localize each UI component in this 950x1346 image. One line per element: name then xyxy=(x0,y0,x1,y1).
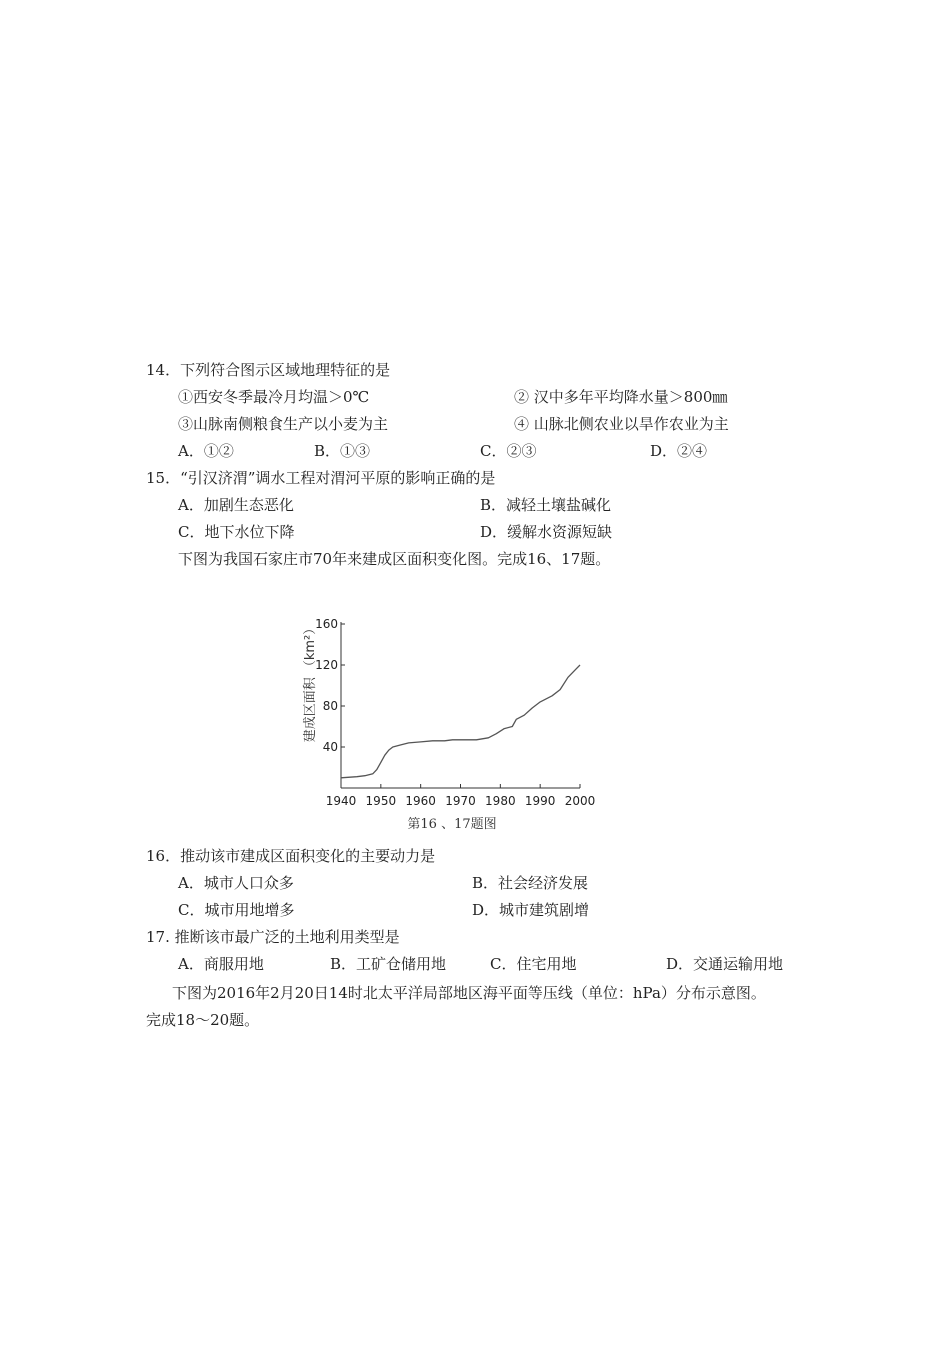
q14-option-d: D．②④ xyxy=(650,442,708,460)
chart-caption: 第16 、17题图 xyxy=(407,817,497,832)
q14-option-b: B．①③ xyxy=(314,442,371,460)
q15-stem: 15．“引汉济渭”调水工程对渭河平原的影响正确的是 xyxy=(146,469,496,487)
q14-item-3: ③山脉南侧粮食生产以小麦为主 xyxy=(178,415,389,433)
series-line xyxy=(341,665,580,778)
q17-stem: 17. 推断该市最广泛的土地利用类型是 xyxy=(146,928,400,946)
q16-option-c: C．城市用地增多 xyxy=(178,901,295,919)
x-tick-label: 1990 xyxy=(524,794,556,808)
y-tick-label: 120 xyxy=(315,658,338,672)
q15-option-d: D．缓解水资源短缺 xyxy=(480,523,613,541)
q15-option-b: B．减轻土壤盐碱化 xyxy=(480,496,612,514)
y-axis-label: 建成区面积 （km²） xyxy=(303,621,318,743)
intro-18-20-line1: 下图为2016年2月20日14时北太平洋局部地区海平面等压线（单位：hPa）分布示意图。 xyxy=(172,984,766,1002)
chart-axes xyxy=(341,622,580,788)
q14-item-1: ①西安冬季最冷月均温＞0℃ xyxy=(178,388,370,406)
chart-ticks xyxy=(315,617,595,808)
q14-option-c: C．②③ xyxy=(480,442,537,460)
q17-option-a: A．商服用地 xyxy=(178,955,264,973)
y-tick-label: 160 xyxy=(315,617,338,631)
q14-item-2: ② 汉中多年平均降水量＞800㎜ xyxy=(514,388,728,406)
intro-18-20-line2: 完成18～20题。 xyxy=(146,1011,260,1029)
built-up-area-line-chart xyxy=(290,610,600,840)
intro-16-17: 下图为我国石家庄市70年来建成区面积变化图。完成16、17题。 xyxy=(178,550,611,568)
x-tick-label: 1940 xyxy=(325,794,357,808)
x-tick-label: 1950 xyxy=(365,794,397,808)
x-tick-label: 2000 xyxy=(564,794,596,808)
y-tick-label: 40 xyxy=(322,740,338,754)
x-tick-label: 1970 xyxy=(445,794,476,808)
x-tick-label: 1960 xyxy=(405,794,436,808)
q17-option-d: D．交通运输用地 xyxy=(666,955,784,973)
q17-option-c: C．住宅用地 xyxy=(490,955,577,973)
area-chart-figure xyxy=(290,610,600,840)
q17-option-b: B．工矿仓储用地 xyxy=(330,955,447,973)
q14-option-a: A．①② xyxy=(178,442,234,460)
q16-option-d: D．城市建筑剧增 xyxy=(472,901,590,919)
q16-option-a: A．城市人口众多 xyxy=(178,874,294,892)
q16-option-b: B．社会经济发展 xyxy=(472,874,589,892)
y-tick-label: 80 xyxy=(322,699,338,713)
q14-item-4: ④ 山脉北侧农业以旱作农业为主 xyxy=(514,415,729,433)
q15-option-c: C．地下水位下降 xyxy=(178,523,295,541)
q16-stem: 16．推动该市建成区面积变化的主要动力是 xyxy=(146,847,436,865)
q14-stem: 14．下列符合图示区域地理特征的是 xyxy=(146,361,391,379)
x-tick-label: 1980 xyxy=(485,794,516,808)
chart-series xyxy=(341,665,580,778)
q15-option-a: A．加剧生态恶化 xyxy=(178,496,294,514)
